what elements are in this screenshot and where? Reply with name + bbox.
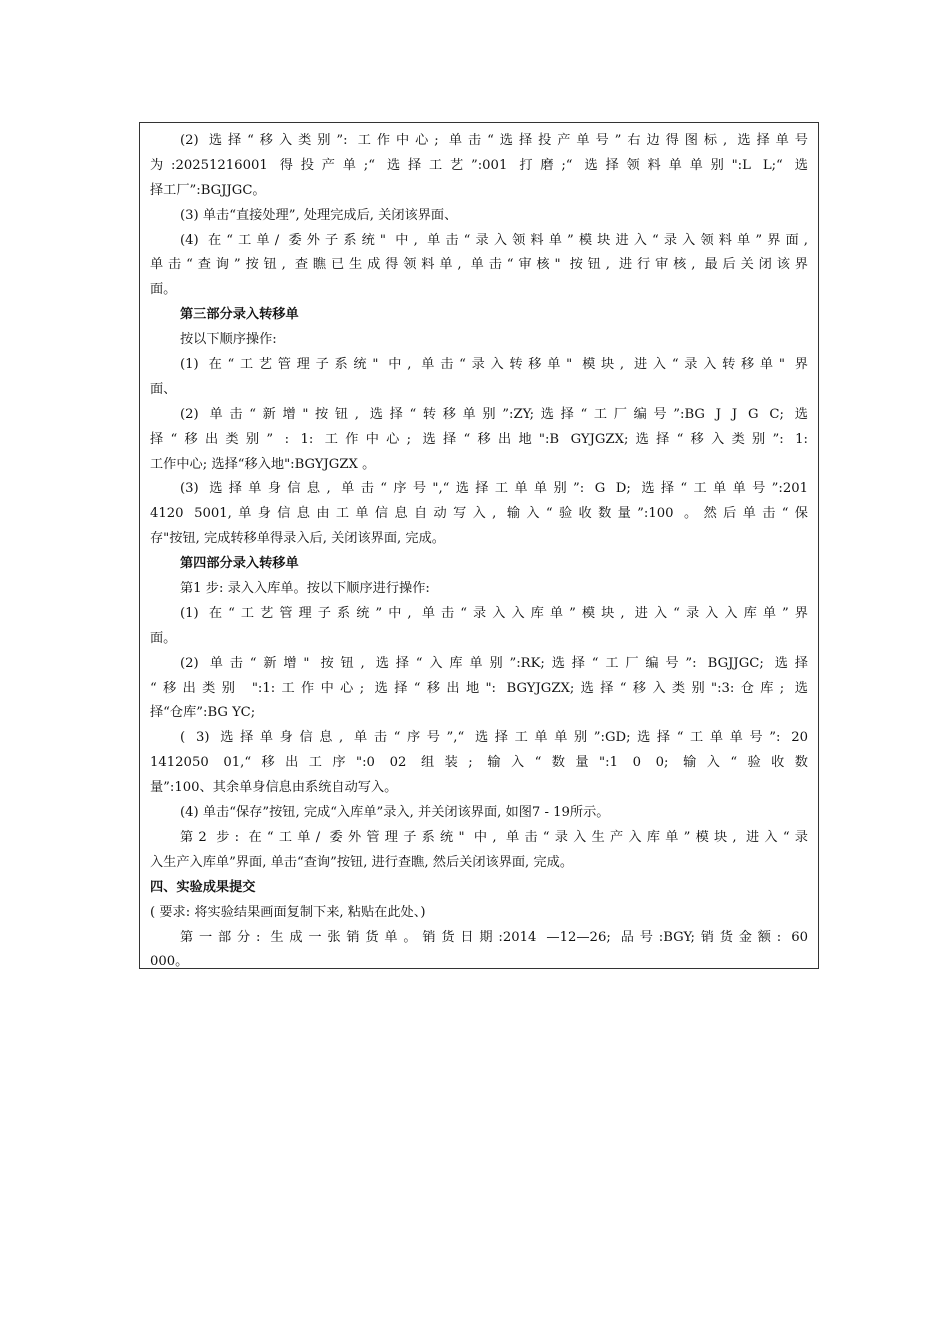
section-heading-part4: 第四部分录入转移单 — [180, 556, 299, 572]
text-line: “移出类别 ":1:工作中心; 选择“移出地": BGYJGZX;选择“移入类别":3:仓库; 选 — [150, 680, 808, 696]
text-line: 择“仓库”:BG YC; — [150, 705, 256, 721]
text-line: 按以下顺序操作: — [180, 332, 277, 348]
text-line: 量”:100、其余单身信息由系统自动写入。 — [150, 780, 398, 796]
text-line: (1) 在“工艺管理子系统”中, 单击“录入入库单”模块, 进入“录入入库单”界 — [180, 605, 808, 621]
text-line: 择工厂”:BGJJGC。 — [150, 182, 266, 198]
text-line: ( 要求: 将实验结果画面复制下来, 粘贴在此处、) — [150, 904, 426, 920]
text-line: 第一部分: 生成一张销货单。销货日期:2014 —12—26; 品号:BGY;销货金额: 60 — [180, 929, 808, 945]
text-line: 面。 — [150, 282, 177, 298]
text-line: (3) 选择单身信息, 单击“序号",“选择工单单别”: G D; 选择“工单单号”:201 — [180, 481, 808, 497]
text-line: 面、 — [150, 381, 177, 397]
text-line: (4) 单击“保存”按钮, 完成“入库单”录入, 并关闭该界面, 如图7 - 19所示。 — [180, 805, 610, 821]
step-1-line: 第1 步: 录入入库单。按以下顺序进行操作: — [180, 581, 430, 597]
text-line: 面。 — [150, 630, 177, 646]
text-line: 单击“查询”按钮, 查瞧已生成得领料单, 单击“审核" 按钮, 进行审核, 最后关闭该界 — [150, 257, 808, 273]
text-line: 000。 — [150, 954, 189, 970]
text-line: 1412050 01,“移出工序":0 02 组装; 输入“数量":1 0 0; 输入“验收数 — [150, 755, 808, 771]
text-line: (1) 在“工艺管理子系统" 中, 单击“录入转移单" 模块, 进入“录入转移单" 界 — [180, 357, 808, 373]
text-line: 4120 5001,单身信息由工单信息自动写入, 输入“验收数量”:100 。然后单击“保 — [150, 506, 808, 522]
text-line: 工作中心; 选择“移入地":BGYJGZX 。 — [150, 456, 376, 472]
section-heading-results: 四、实验成果提交 — [150, 879, 256, 895]
text-line: 存"按钮, 完成转移单得录入后, 关闭该界面, 完成。 — [150, 531, 445, 547]
step-2-line: 第2 步: 在“工单/ 委外管理子系统" 中, 单击“录入生产入库单”模块, 进入“录 — [180, 829, 808, 845]
text-line: 入生产入库单”界面, 单击“查询”按钮, 进行查瞧, 然后关闭该界面, 完成。 — [150, 854, 574, 870]
text-line: (2) 单击“新增"按钮, 选择“转移单别”:ZY;选择“工厂编号”:BG J J G C; 选 — [180, 406, 808, 422]
document-table-cell — [139, 122, 819, 969]
text-line: 择“移出类别” : 1: 工作中心; 选择“移出地":B GYJGZX;选择“移入类别”: 1: — [150, 431, 808, 447]
text-line: (4) 在“工单/ 委外子系统" 中, 单击“录入领料单”模块进入“录入领料单”界面, — [180, 232, 808, 248]
text-line: (2) 选择“移入类别”: 工作中心; 单击“选择投产单号”右边得图标, 选择单号 — [180, 133, 808, 148]
text-line: (3) 单击“直接处理”, 处理完成后, 关闭该界面、 — [180, 207, 458, 223]
text-line: (2) 单击“新增" 按钮, 选择“入库单别”:RK;选择“工厂编号”: BGJJGC; 选择 — [180, 655, 808, 671]
text-line: 为:20251216001 得投产单;“ 选择工艺”:001 打磨;“ 选择领料单单别":L L;“ 选 — [150, 157, 808, 173]
section-heading-part3: 第三部分录入转移单 — [180, 307, 299, 323]
text-line: ( 3) 选择单身信息, 单击“序号”,“ 选择工单单别”:GD;选择“工单单号”: 20 — [180, 730, 808, 746]
